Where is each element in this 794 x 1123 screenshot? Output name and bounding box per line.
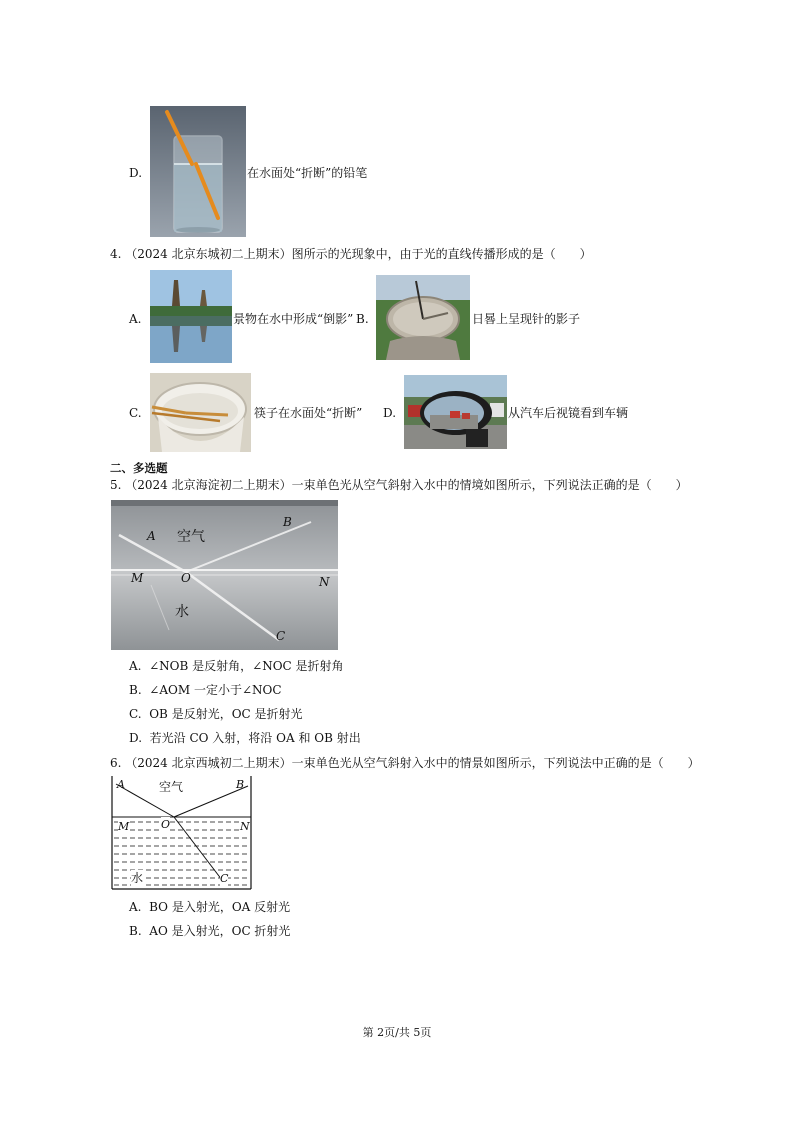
q6-label-air: 空气: [159, 780, 184, 794]
q5-option-d: D. 若光沿 CO 入射，将沿 OA 和 OB 射出: [129, 731, 361, 745]
q4-stem: 4. （2024 北京东城初二上期末）图所示的光现象中，由于光的直线传播形成的是（ ）: [110, 247, 592, 261]
q5-label-water: 水: [175, 604, 189, 620]
q6-option-b: B. AO 是入射光，OC 折射光: [129, 924, 291, 938]
q5-option-a: A. ∠NOB 是反射角，∠NOC 是折射角: [129, 659, 344, 673]
reflection-pagoda-image: [150, 270, 232, 363]
q4-option-b-text: 日晷上呈现针的影子: [472, 312, 581, 326]
q5-label-n: N: [319, 575, 330, 589]
q5-tank-photo: [111, 500, 338, 650]
q5-option-b: B. ∠AOM 一定小于∠NOC: [129, 683, 282, 697]
q6-label-m: M: [118, 820, 130, 833]
q4-option-c-text: 筷子在水面处“折断”: [254, 406, 363, 420]
pencil-in-water-image: [150, 106, 246, 237]
q6-label-a: A: [117, 778, 125, 791]
q4-option-a-text: 景物在水中形成“倒影”: [233, 312, 354, 326]
q4-option-a-label: A.: [129, 312, 142, 326]
q4-option-c-label: C.: [129, 406, 142, 420]
q6-label-o: O: [161, 818, 171, 831]
q5-label-air: 空气: [177, 529, 205, 545]
q4-option-d-label: D.: [383, 406, 397, 420]
q6-label-n: N: [240, 820, 250, 833]
q6-label-b: B: [236, 778, 245, 791]
q5-option-c: C. OB 是反射光，OC 是折射光: [129, 707, 303, 721]
q6-option-a: A. BO 是入射光，OA 反射光: [129, 900, 291, 914]
q6-label-water: 水: [131, 871, 144, 885]
q5-stem: 5. （2024 北京海淀初二上期末）一束单色光从空气斜射入水中的情境如图所示，下列说法正确的是（ ）: [110, 478, 688, 492]
q5-label-b: B: [283, 515, 292, 529]
q5-label-a: A: [147, 529, 156, 543]
q3-option-d-text: 在水面处“折断”的铅笔: [247, 166, 368, 180]
q3-option-d-label: D.: [129, 166, 143, 180]
q4-option-b-label: B.: [356, 312, 369, 326]
q6-label-c: C: [220, 872, 229, 885]
q4-option-d-text: 从汽车后视镜看到车辆: [508, 406, 629, 420]
section-title: 二、多选题: [110, 461, 168, 475]
q6-stem: 6. （2024 北京西城初二上期末）一束单色光从空气斜射入水中的情景如图所示，下列说法中正确的是（ ）: [110, 756, 700, 770]
q5-label-m: M: [131, 571, 144, 585]
q5-label-o: O: [181, 571, 191, 585]
page-footer: 第 2页/共 5页: [362, 1026, 432, 1039]
chopsticks-in-bowl-image: [150, 373, 251, 452]
car-mirror-image: [404, 375, 507, 449]
sundial-image: [376, 275, 470, 360]
q5-label-c: C: [276, 629, 286, 643]
